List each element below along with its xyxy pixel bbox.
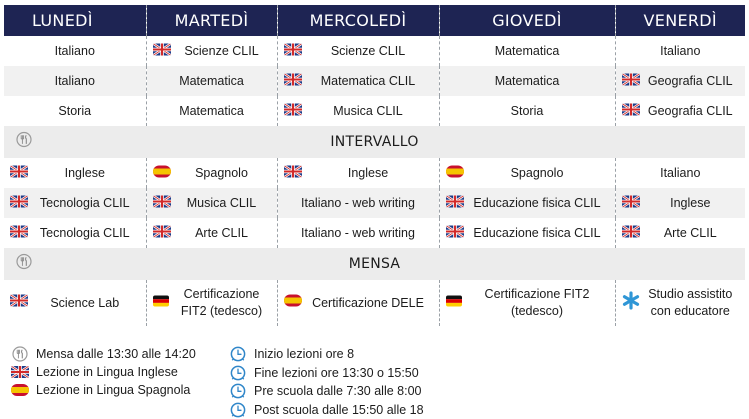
flag-uk-icon: [10, 295, 28, 312]
lesson-label: Studio assistito con educatore: [648, 287, 733, 318]
flag-uk-icon: [284, 44, 302, 59]
lesson-label: Italiano: [54, 74, 95, 88]
lesson-cell-monday: [4, 66, 146, 96]
lesson-label: Certificazione FIT2 (tedesco): [484, 287, 590, 318]
legend-item: [10, 345, 196, 362]
legend-text: Post scuola dalle 15:50 alle 18: [254, 402, 424, 417]
lesson-cell-tuesday: [146, 158, 277, 188]
break-separator-label: INTERVALLO: [330, 134, 419, 150]
lesson-cell-friday: [615, 280, 745, 326]
lesson-label: Geografia CLIL: [647, 74, 733, 88]
timetable: [4, 5, 745, 326]
break-separator: [4, 126, 745, 158]
lesson-cell-wednesday: [277, 158, 439, 188]
flag-uk-icon: [446, 196, 464, 211]
lesson-cell-thursday: [439, 218, 615, 248]
clock-icon: [228, 365, 248, 381]
lesson-label: Musica CLIL: [333, 104, 403, 118]
header-row: [4, 5, 745, 36]
legend-text: Fine lezioni ore 13:30 o 15:50: [254, 365, 419, 380]
day-header-wednesday: MERCOLEDÌ: [277, 5, 439, 36]
lunch-separator: [4, 248, 745, 280]
flag-es-icon: [446, 166, 464, 181]
legend-left: [10, 345, 196, 399]
lesson-label: Storia: [510, 104, 544, 118]
lesson-cell-thursday: [439, 36, 615, 66]
lesson-label: Scienze CLIL: [184, 44, 259, 58]
day-header-tuesday: MARTEDÌ: [146, 5, 277, 36]
lesson-row: [4, 218, 745, 248]
flag-uk-icon: [10, 196, 28, 211]
flag-uk-icon: [284, 104, 302, 119]
legend-item: [228, 345, 424, 363]
lesson-label: Certificazione FIT2 (tedesco): [180, 287, 263, 318]
flag-uk-icon: [153, 44, 171, 59]
lesson-cell-monday: [4, 280, 146, 326]
legend-item: [228, 382, 424, 400]
lesson-label: Arte CLIL: [195, 226, 248, 240]
clock-icon: [228, 402, 248, 418]
flag-uk-icon: [446, 226, 464, 241]
flag-uk-icon: [622, 196, 640, 211]
flag-uk-icon: [153, 226, 171, 241]
flag-uk-icon: [622, 104, 640, 119]
clock-icon: [228, 383, 248, 399]
lesson-label: Matematica CLIL: [320, 74, 416, 88]
lesson-cell-wednesday: [277, 66, 439, 96]
lesson-row: [4, 36, 745, 66]
cutlery-icon: [16, 132, 32, 153]
clock-icon: [228, 346, 248, 362]
lesson-cell-wednesday: [277, 188, 439, 218]
flag-uk-icon: [10, 226, 28, 241]
flag-es-icon: [284, 295, 302, 312]
lesson-cell-friday: [615, 66, 745, 96]
legend-item: [228, 401, 424, 419]
legend-text: Mensa dalle 13:30 alle 14:20: [36, 346, 196, 361]
lesson-label: Storia: [58, 104, 92, 118]
lesson-label: Matematica: [179, 104, 244, 118]
lesson-cell-tuesday: [146, 280, 277, 326]
lesson-label: Scienze CLIL: [330, 44, 406, 58]
lesson-label: Italiano - web writing: [301, 196, 415, 210]
lesson-label: Science Lab: [50, 295, 120, 310]
lesson-cell-wednesday: [277, 96, 439, 126]
lesson-label: Italiano: [660, 166, 701, 180]
lesson-label: Tecnologia CLIL: [39, 196, 130, 210]
legend-item: [10, 381, 196, 398]
lesson-cell-tuesday: [146, 218, 277, 248]
flag-de-icon: [153, 295, 169, 312]
lesson-cell-tuesday: [146, 66, 277, 96]
lesson-cell-friday: [615, 158, 745, 188]
lesson-cell-friday: [615, 188, 745, 218]
lesson-row: [4, 280, 745, 326]
lesson-label: Matematica: [494, 74, 560, 88]
legend-item: [228, 364, 424, 382]
lesson-label: Matematica: [494, 44, 560, 58]
flag-uk-icon: [284, 74, 302, 89]
legend-text: Lezione in Lingua Inglese: [36, 364, 178, 379]
cutlery-icon: [16, 254, 32, 275]
lesson-cell-monday: [4, 218, 146, 248]
lesson-label: Inglese: [64, 166, 105, 180]
flag-uk-icon: [622, 74, 640, 89]
lesson-cell-friday: [615, 218, 745, 248]
lesson-label: Musica CLIL: [186, 196, 257, 210]
lesson-label: Matematica: [179, 74, 244, 88]
lesson-row: [4, 158, 745, 188]
lesson-label: Spagnolo: [195, 166, 248, 180]
lesson-cell-wednesday: [277, 280, 439, 326]
day-header-thursday: GIOVEDÌ: [439, 5, 615, 36]
flag-uk-icon: [622, 226, 640, 241]
legend-text: Pre scuola dalle 7:30 alle 8:00: [254, 384, 422, 398]
lesson-label: Italiano - web writing: [301, 226, 415, 240]
lesson-cell-thursday: [439, 188, 615, 218]
flag-de-icon: [446, 295, 462, 312]
lesson-cell-monday: [4, 188, 146, 218]
cutlery-icon: [10, 346, 30, 362]
flag-es-icon: [10, 384, 30, 396]
flag-uk-icon: [10, 366, 30, 378]
legend-right: [228, 345, 424, 419]
day-header-monday: LUNEDÌ: [4, 5, 146, 36]
lesson-row: [4, 66, 745, 96]
legend-item: [10, 363, 196, 380]
flag-es-icon: [153, 166, 171, 181]
flag-uk-icon: [284, 166, 302, 181]
lesson-cell-monday: [4, 158, 146, 188]
lesson-cell-wednesday: [277, 36, 439, 66]
lesson-cell-wednesday: [277, 218, 439, 248]
day-header-friday: VENERDÌ: [615, 5, 745, 36]
lesson-cell-thursday: [439, 158, 615, 188]
lesson-cell-thursday: [439, 96, 615, 126]
lesson-cell-monday: [4, 36, 146, 66]
lesson-cell-tuesday: [146, 36, 277, 66]
lesson-label: Inglese: [347, 166, 389, 180]
flag-uk-icon: [10, 166, 28, 181]
lesson-label: Educazione fisica CLIL: [473, 196, 601, 210]
lesson-cell-thursday: [439, 66, 615, 96]
lesson-label: Italiano: [54, 44, 95, 58]
legend-text: Lezione in Lingua Spagnola: [36, 382, 191, 397]
lesson-label: Arte CLIL: [663, 226, 717, 240]
flag-uk-icon: [153, 196, 171, 211]
lesson-row: [4, 188, 745, 218]
lesson-label: Italiano: [660, 44, 701, 58]
lesson-row: [4, 96, 745, 126]
lesson-label: Inglese: [670, 196, 711, 210]
lesson-label: Certificazione DELE: [312, 295, 424, 310]
legend-text: Inizio lezioni ore 8: [254, 347, 355, 361]
lunch-separator-label: MENSA: [348, 256, 401, 272]
lesson-cell-tuesday: [146, 96, 277, 126]
lesson-label: Spagnolo: [510, 166, 564, 180]
lesson-label: Educazione fisica CLIL: [473, 226, 601, 240]
asterisk-icon: [622, 292, 640, 315]
lesson-cell-tuesday: [146, 188, 277, 218]
lesson-label: Tecnologia CLIL: [39, 226, 130, 240]
lesson-cell-monday: [4, 96, 146, 126]
lesson-label: Geografia CLIL: [647, 104, 733, 118]
lesson-cell-friday: [615, 36, 745, 66]
lesson-cell-thursday: [439, 280, 615, 326]
lesson-cell-friday: [615, 96, 745, 126]
